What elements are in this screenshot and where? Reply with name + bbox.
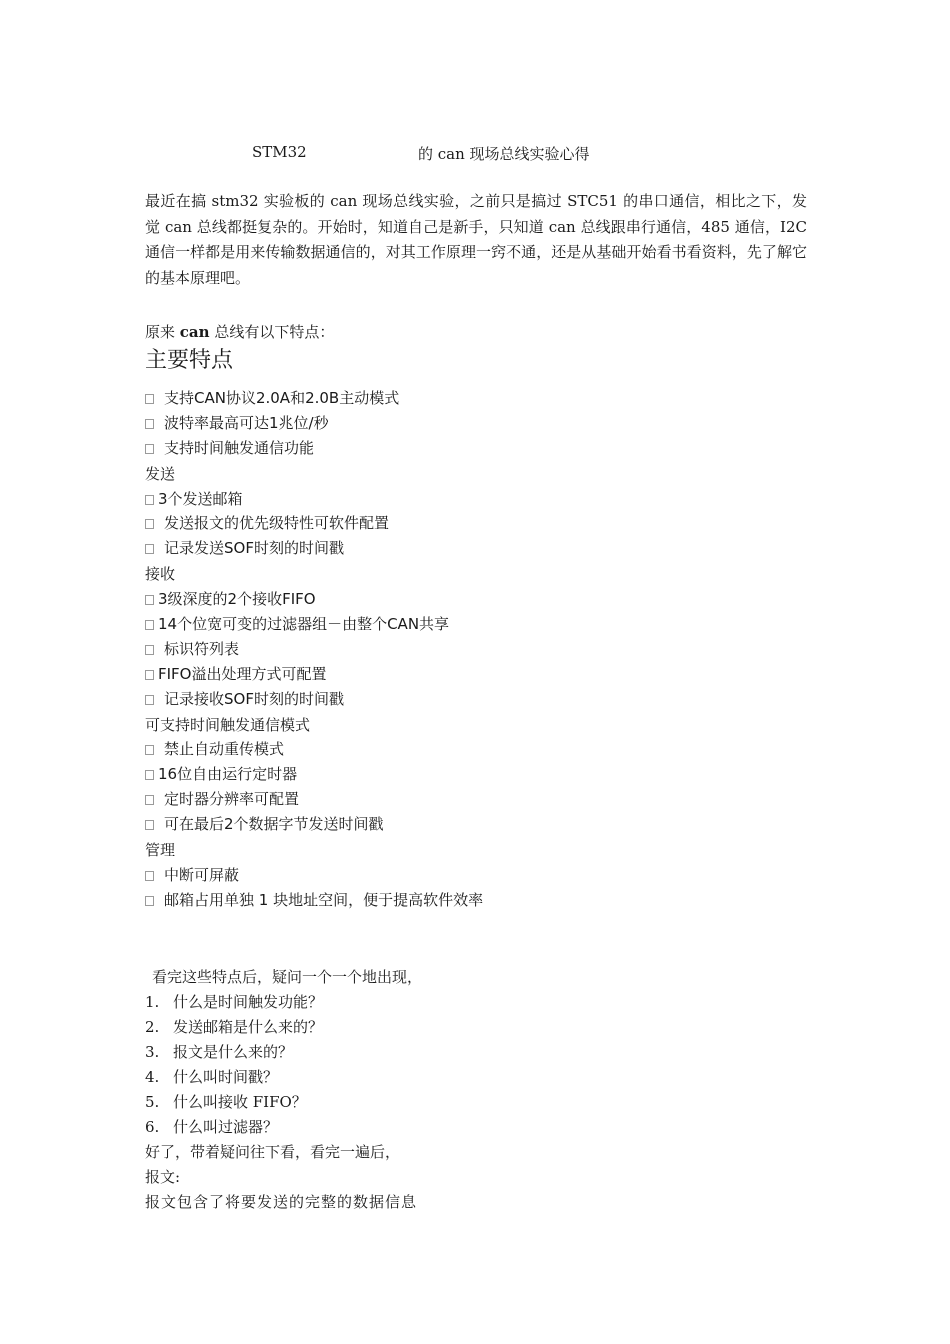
feature-item: 波特率最高可达1兆位/秒	[145, 411, 807, 436]
feature-item: 16位自由运行定时器	[145, 762, 807, 787]
bullet-box-icon	[145, 670, 154, 680]
bullet-box-icon	[145, 519, 154, 529]
feature-item: 支持时间触发通信功能	[145, 436, 807, 461]
bullet-box-icon	[145, 495, 154, 505]
lead-bold: can	[179, 323, 210, 341]
feature-item: 标识符列表	[145, 637, 807, 662]
feature-item: 发送报文的优先级特性可软件配置	[145, 511, 807, 536]
feature-item: 支持CAN协议2.0A和2.0B主动模式	[145, 386, 807, 411]
group-heading-management: 管理	[145, 841, 176, 860]
bullet-box-icon	[145, 795, 154, 805]
bullet-box-icon	[145, 645, 154, 655]
bullet-box-icon	[145, 896, 154, 906]
question-item: 5. 什么叫接收 FIFO？	[145, 1092, 307, 1111]
feature-item: 3级深度的2个接收FIFO	[145, 587, 807, 612]
lead-prefix: 原来	[145, 323, 180, 341]
after-line-3: 报文包含了将要发送的完整的数据信息	[145, 1192, 418, 1211]
question-item: 2. 发送邮箱是什么来的？	[145, 1017, 324, 1036]
document-body	[145, 189, 807, 1215]
feature-item: 中断可屏蔽	[145, 863, 807, 888]
bullet-box-icon	[145, 620, 154, 630]
feature-item: 3个发送邮箱	[145, 487, 807, 512]
bullet-box-icon	[145, 419, 154, 429]
document-title	[0, 143, 950, 165]
bullet-box-icon	[145, 394, 154, 404]
group-heading-receive: 接收	[145, 565, 176, 584]
lead-suffix: 总线有以下特点：	[209, 323, 335, 341]
intro-paragraph: 最近在搞 stm32 实验板的 can 现场总线实验，之前只是搞过 STC51 的串口通信，相比之下，发觉 can 总线都挺复杂的。开始时，知道自己是新手，只知道 can 总线跟串行通信，485 通信，I2C 通信一样都是用来传输数据通信的，对其工作原理一窍不通，还是从基础开始看书看资料，先了解它的基本原理吧。	[145, 192, 807, 287]
question-item: 4. 什么叫时间戳？	[145, 1067, 279, 1086]
bullet-box-icon	[145, 695, 154, 705]
feature-item: 邮箱占用单独 1 块地址空间，便于提高软件效率	[145, 888, 807, 913]
feature-item: 记录接收SOF时刻的时间戳	[145, 687, 807, 712]
bullet-box-icon	[145, 745, 154, 755]
feature-item: FIFO溢出处理方式可配置	[145, 662, 807, 687]
bullet-box-icon	[145, 770, 154, 780]
bullet-box-icon	[145, 595, 154, 605]
question-item: 1. 什么是时间触发功能？	[145, 992, 324, 1011]
title-right: 的 can 现场总线实验心得	[418, 145, 590, 163]
group-heading-send: 发送	[145, 464, 176, 483]
lead-line	[145, 322, 807, 342]
feature-item: 禁止自动重传模式	[145, 737, 807, 762]
group-heading-time-triggered: 可支持时间触发通信模式	[145, 715, 311, 734]
after-line-2: 报文:	[145, 1167, 181, 1186]
bullet-box-icon	[145, 871, 154, 881]
feature-item: 14个位宽可变的过滤器组－由整个CAN共享	[145, 612, 807, 637]
after-line-1: 好了，带着疑问往下看，看完一遍后，	[145, 1142, 401, 1161]
title-left: STM32	[252, 143, 307, 161]
feature-item: 定时器分辨率可配置	[145, 787, 807, 812]
feature-item: 可在最后2个数据字节发送时间戳	[145, 812, 807, 837]
question-item: 6. 什么叫过滤器？	[145, 1117, 279, 1136]
feature-list	[145, 386, 807, 913]
question-item: 3. 报文是什么来的？	[145, 1042, 294, 1061]
feature-item: 记录发送SOF时刻的时间戳	[145, 536, 807, 561]
questions-section	[145, 965, 807, 1215]
section-title: 主要特点	[145, 348, 234, 373]
questions-intro: 看完这些特点后，疑问一个一个地出现，	[152, 967, 423, 986]
bullet-box-icon	[145, 544, 154, 554]
bullet-box-icon	[145, 820, 154, 830]
bullet-box-icon	[145, 444, 154, 454]
